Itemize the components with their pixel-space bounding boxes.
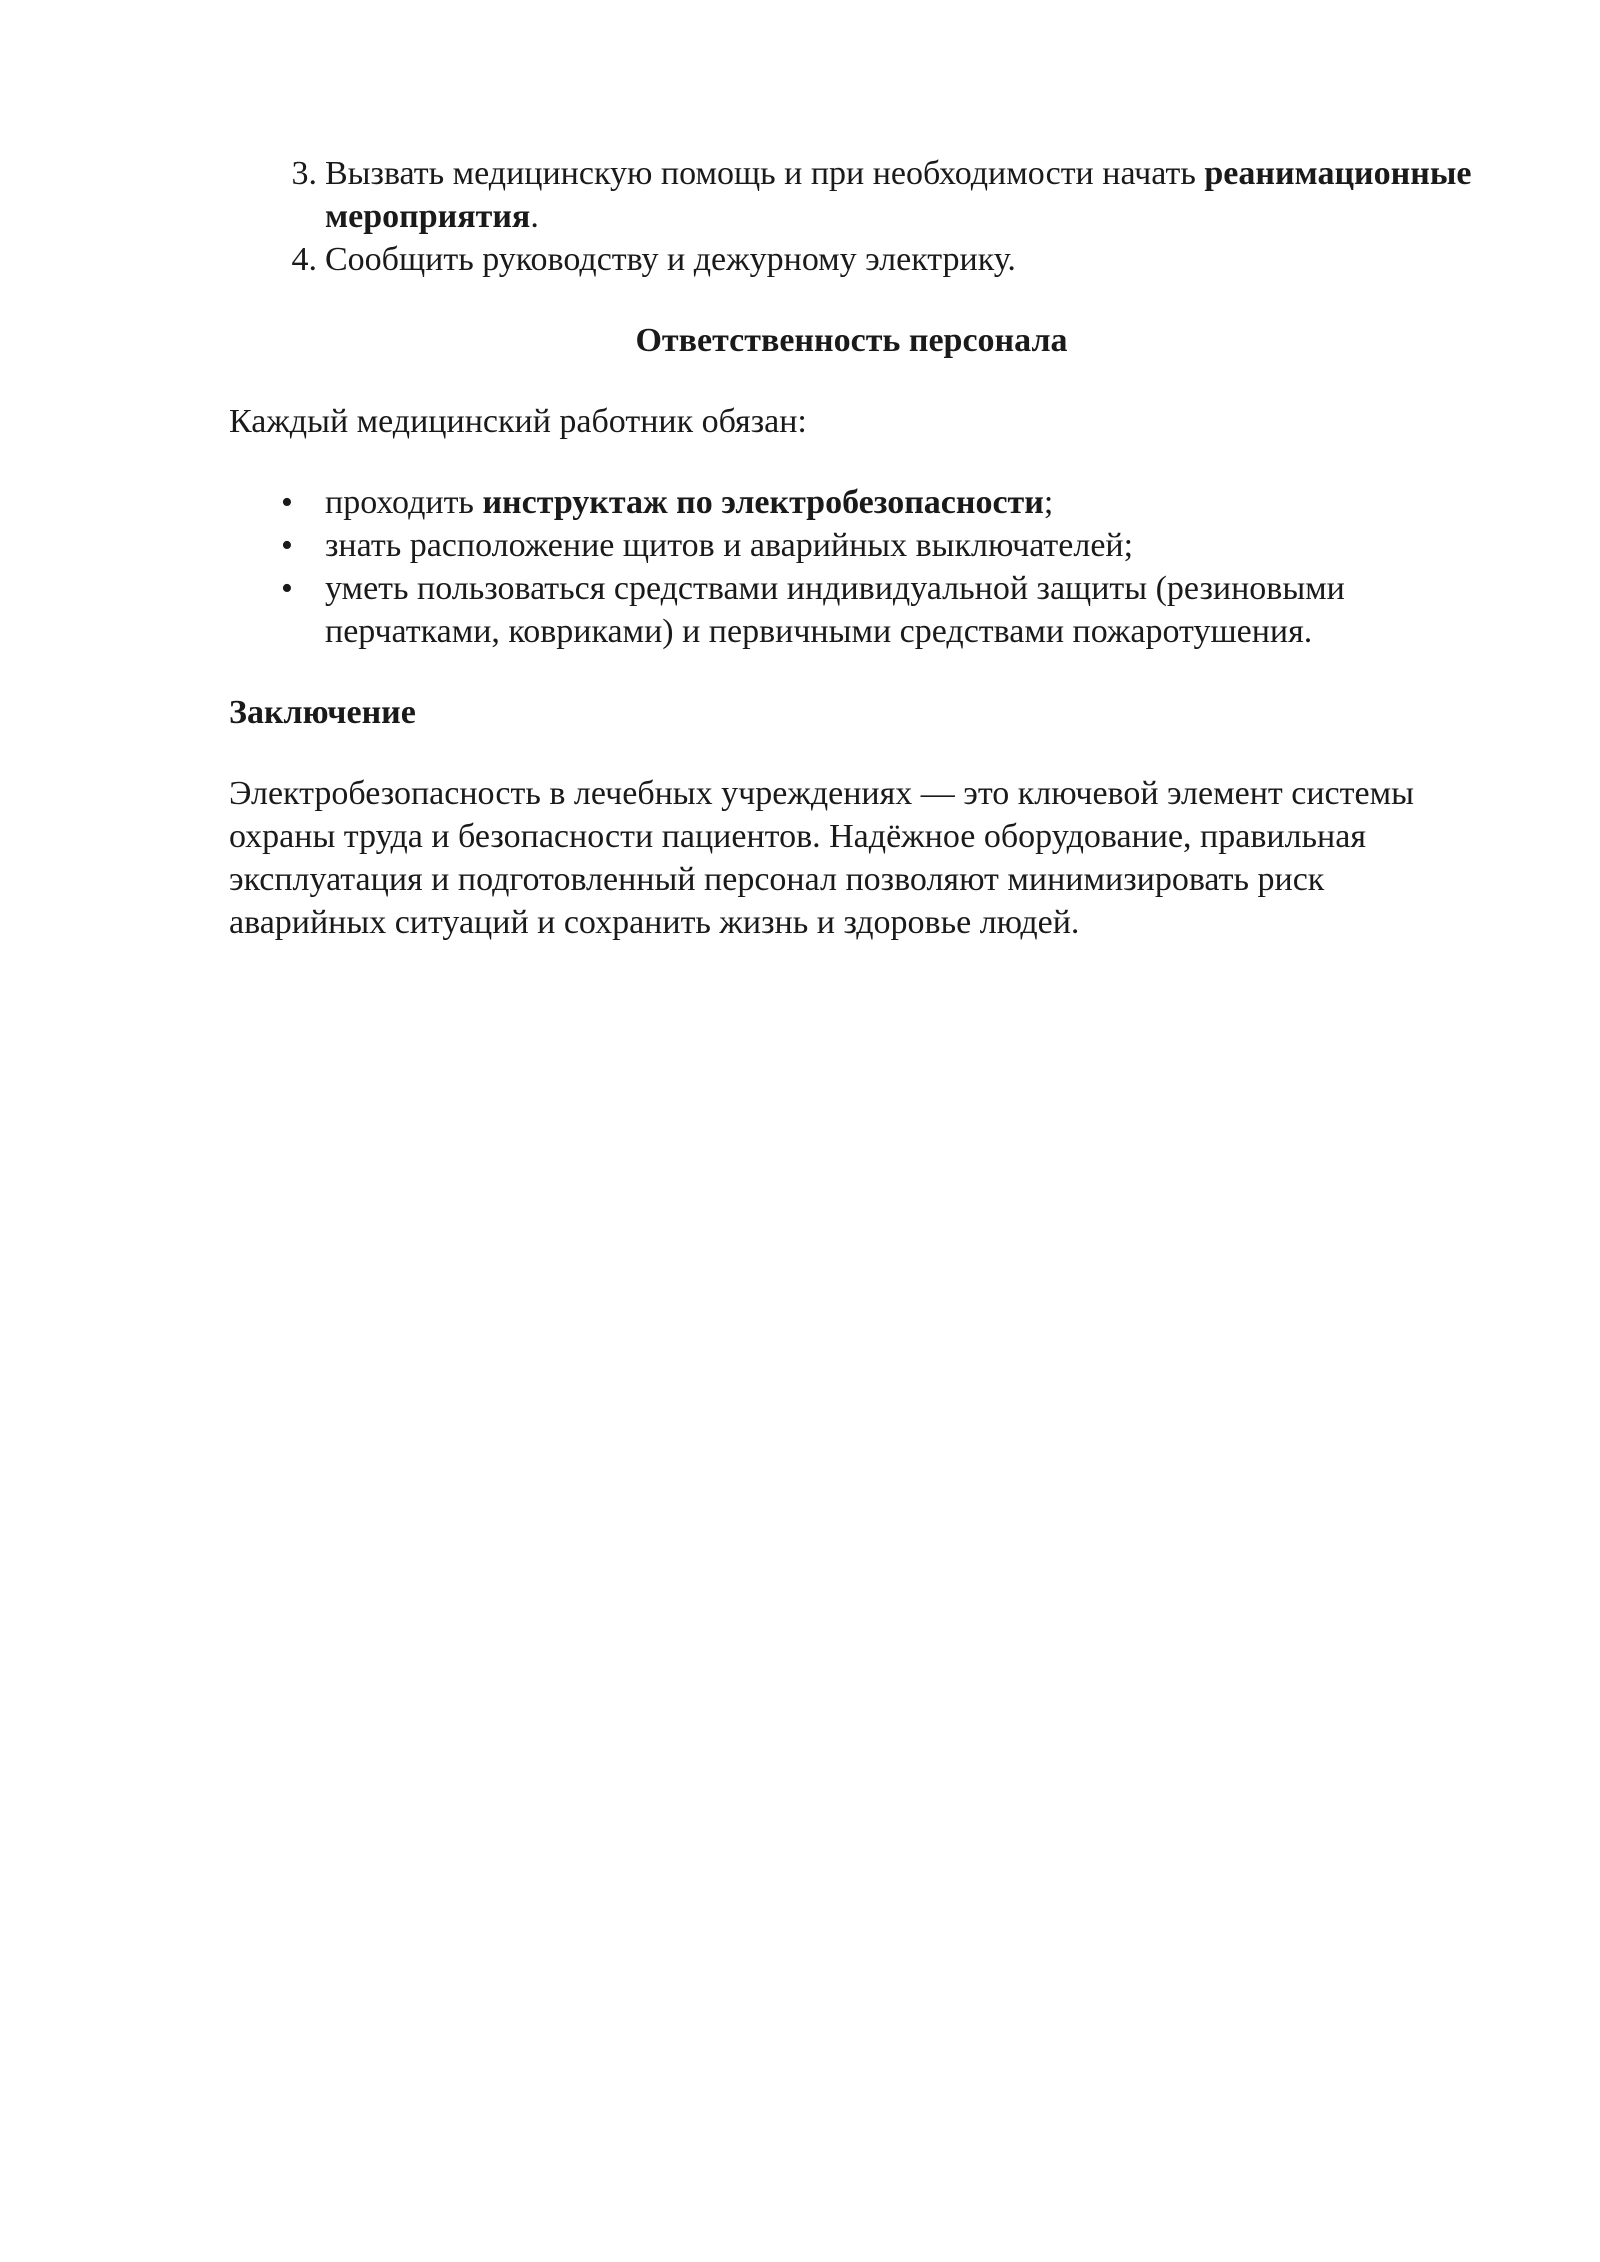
responsibility-intro: Каждый медицинский работник обязан:	[229, 403, 807, 440]
list-item-text: Вызвать медицинскую помощь и при необходимости начать	[325, 155, 1205, 192]
list-item	[229, 152, 1474, 238]
conclusion-paragraph: Электробезопасность в лечебных учреждениях — это ключевой элемент системы охраны труда и безопасности пациентов. Надёжное оборудование, правильная эксплуатация и подготовленный персонал позволяют минимизировать риск аварийных ситуаций и сохранить жизнь и здоровье людей.	[229, 775, 1414, 941]
list-item-text-end: .	[530, 198, 539, 235]
bullet-item-text: уметь пользоваться средствами индивидуальной защиты (резиновыми перчатками, ковриками) и первичными средствами пожаротушения.	[325, 570, 1345, 650]
bullet-item-text-end: ;	[1043, 484, 1054, 521]
section-heading-responsibility: Ответственность персонала	[635, 322, 1068, 359]
bullet-item	[229, 481, 1474, 524]
bullet-item	[229, 567, 1474, 653]
numbered-list	[229, 152, 1474, 281]
list-item	[229, 238, 1474, 281]
section-heading-conclusion: Заключение	[229, 694, 416, 731]
bullet-item-bold-text: инструктаж по электробезопасности	[482, 484, 1044, 521]
list-item-bold-text: реанимационные мероприятия	[325, 155, 1472, 235]
bullet-icon: •	[281, 484, 293, 521]
list-number: 4.	[291, 241, 317, 278]
page-content	[229, 152, 1474, 944]
list-item-text: Сообщить руководству и дежурному электрику.	[325, 241, 1016, 278]
bullet-item-text: знать расположение щитов и аварийных выключателей;	[325, 527, 1134, 564]
list-number: 3.	[291, 155, 317, 192]
bullet-item-text: проходить	[325, 484, 483, 521]
bullet-item	[229, 524, 1474, 567]
bullet-icon: •	[281, 527, 293, 564]
bullet-list	[229, 481, 1474, 653]
bullet-icon: •	[281, 570, 293, 607]
